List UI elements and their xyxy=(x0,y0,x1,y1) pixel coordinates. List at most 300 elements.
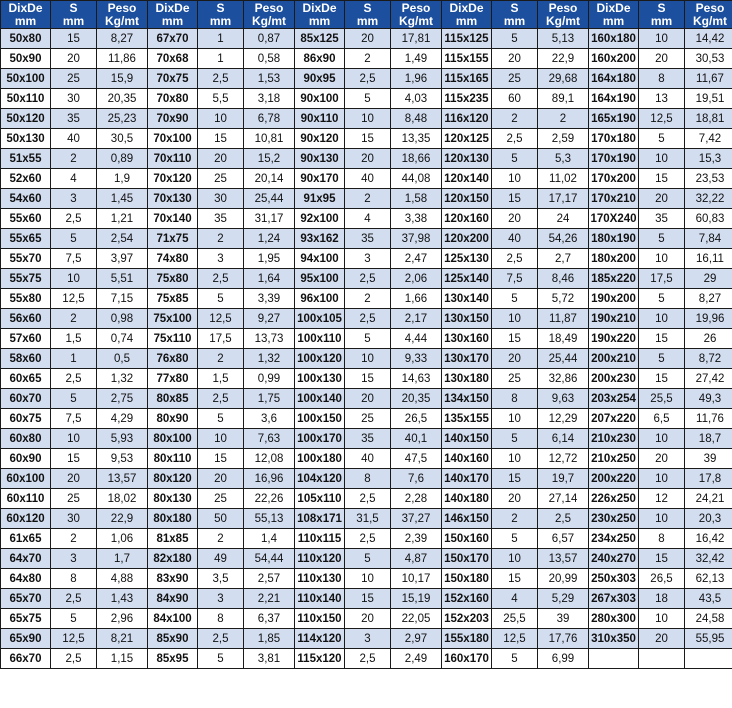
dixde-cell: 60x110 xyxy=(1,489,51,509)
table-row xyxy=(1,589,732,609)
weight-cell: 1,24 xyxy=(244,229,295,249)
weight-cell: 3,39 xyxy=(244,289,295,309)
weight-cell: 62,13 xyxy=(685,569,732,589)
weight-cell: 15,3 xyxy=(685,149,732,169)
weight-cell: 4,87 xyxy=(391,549,442,569)
weight-cell: 2,7 xyxy=(538,249,589,269)
weight-cell: 4,03 xyxy=(391,89,442,109)
dixde-cell: 81x85 xyxy=(148,529,198,549)
thickness-cell: 20 xyxy=(639,189,685,209)
dixde-cell: 80x90 xyxy=(148,409,198,429)
dixde-header-unit: mm xyxy=(602,13,625,28)
thickness-cell: 15 xyxy=(51,29,97,49)
weight-cell: 2,47 xyxy=(391,249,442,269)
thickness-cell: 25 xyxy=(51,69,97,89)
dixde-cell: 110x115 xyxy=(295,529,345,549)
dixde-cell: 90x120 xyxy=(295,129,345,149)
thickness-cell: 3 xyxy=(198,589,244,609)
dixde-cell: 85x125 xyxy=(295,29,345,49)
dixde-cell: 100x120 xyxy=(295,349,345,369)
thickness-cell: 26,5 xyxy=(639,569,685,589)
weight-cell: 8,72 xyxy=(685,349,732,369)
dixde-cell: 125x130 xyxy=(442,249,492,269)
thickness-cell: 20 xyxy=(639,629,685,649)
table-row xyxy=(1,449,732,469)
thickness-cell: 30 xyxy=(51,509,97,529)
dixde-cell: 84x90 xyxy=(148,589,198,609)
dixde-cell: 51x55 xyxy=(1,149,51,169)
thickness-cell: 10 xyxy=(492,549,538,569)
thickness-cell: 2 xyxy=(198,529,244,549)
thickness-cell: 31,5 xyxy=(345,509,391,529)
weight-cell: 1,4 xyxy=(244,529,295,549)
dixde-cell: 155x180 xyxy=(442,629,492,649)
thickness-cell: 4 xyxy=(51,169,97,189)
dixde-cell: 234x250 xyxy=(589,529,639,549)
weight-cell: 6,37 xyxy=(244,609,295,629)
dixde-cell: 170x190 xyxy=(589,149,639,169)
dixde-cell: 74x80 xyxy=(148,249,198,269)
weight-cell: 26 xyxy=(685,329,732,349)
weight-cell: 25,44 xyxy=(538,349,589,369)
weight-cell: 2,75 xyxy=(97,389,148,409)
thickness-cell: 10 xyxy=(492,449,538,469)
dixde-header xyxy=(295,1,345,29)
weight-cell: 2,17 xyxy=(391,309,442,329)
weight-cell: 8,21 xyxy=(97,629,148,649)
thickness-cell: 2,5 xyxy=(345,529,391,549)
weight-cell: 29,68 xyxy=(538,69,589,89)
weight-cell: 9,53 xyxy=(97,449,148,469)
weight-cell: 13,35 xyxy=(391,129,442,149)
weight-cell: 19,51 xyxy=(685,89,732,109)
dixde-cell: 50x100 xyxy=(1,69,51,89)
thickness-cell: 10 xyxy=(639,149,685,169)
weight-cell: 11,02 xyxy=(538,169,589,189)
thickness-cell: 5 xyxy=(639,229,685,249)
weight-cell: 5,3 xyxy=(538,149,589,169)
weight-cell: 1,9 xyxy=(97,169,148,189)
thickness-cell: 5 xyxy=(492,649,538,669)
dixde-cell xyxy=(589,649,639,669)
thickness-cell: 10 xyxy=(51,269,97,289)
thickness-cell: 3 xyxy=(51,549,97,569)
thickness-cell: 35 xyxy=(345,429,391,449)
dixde-cell: 170X240 xyxy=(589,209,639,229)
table-row xyxy=(1,149,732,169)
dixde-cell: 76x80 xyxy=(148,349,198,369)
thickness-cell: 10 xyxy=(198,109,244,129)
dixde-cell: 114x120 xyxy=(295,629,345,649)
dixde-cell: 84x100 xyxy=(148,609,198,629)
thickness-cell: 2,5 xyxy=(345,649,391,669)
thickness-cell: 10 xyxy=(639,309,685,329)
dixde-cell: 140x160 xyxy=(442,449,492,469)
thickness-cell: 12,5 xyxy=(51,289,97,309)
dixde-cell: 125x140 xyxy=(442,269,492,289)
thickness-header xyxy=(492,1,538,29)
dixde-header-label: DixDe xyxy=(8,0,43,15)
weight-cell: 11,87 xyxy=(538,309,589,329)
thickness-cell: 8 xyxy=(639,69,685,89)
dixde-cell: 226x250 xyxy=(589,489,639,509)
dixde-cell: 190x220 xyxy=(589,329,639,349)
dixde-cell: 66x70 xyxy=(1,649,51,669)
dixde-cell: 100x130 xyxy=(295,369,345,389)
thickness-cell: 20 xyxy=(639,449,685,469)
dixde-cell: 70x90 xyxy=(148,109,198,129)
table-row xyxy=(1,569,732,589)
weight-cell: 2,96 xyxy=(97,609,148,629)
dixde-cell: 100x170 xyxy=(295,429,345,449)
thickness-cell: 25 xyxy=(198,489,244,509)
dixde-cell: 200x230 xyxy=(589,369,639,389)
dixde-cell: 82x180 xyxy=(148,549,198,569)
thickness-cell: 1 xyxy=(198,29,244,49)
thickness-cell: 10 xyxy=(639,609,685,629)
dixde-cell: 240x270 xyxy=(589,549,639,569)
weight-cell: 23,53 xyxy=(685,169,732,189)
weight-cell: 9,33 xyxy=(391,349,442,369)
thickness-cell: 20 xyxy=(345,389,391,409)
dixde-header-label: DixDe xyxy=(449,0,484,15)
dixde-cell: 120x140 xyxy=(442,169,492,189)
weight-cell: 17,8 xyxy=(685,469,732,489)
dixde-cell: 130x160 xyxy=(442,329,492,349)
thickness-cell: 20 xyxy=(492,209,538,229)
thickness-cell: 5 xyxy=(345,89,391,109)
thickness-cell: 35 xyxy=(639,209,685,229)
thickness-cell: 8 xyxy=(345,469,391,489)
table-row xyxy=(1,209,732,229)
thickness-cell: 8 xyxy=(198,609,244,629)
dixde-cell: 100x110 xyxy=(295,329,345,349)
weight-cell xyxy=(685,649,732,669)
table-row xyxy=(1,129,732,149)
dixde-cell: 267x303 xyxy=(589,589,639,609)
thickness-cell xyxy=(639,649,685,669)
weight-cell: 9,27 xyxy=(244,309,295,329)
dixde-header-unit: mm xyxy=(14,13,37,28)
dixde-cell: 65x90 xyxy=(1,629,51,649)
thickness-cell: 2,5 xyxy=(345,489,391,509)
thickness-cell: 5 xyxy=(492,149,538,169)
thickness-cell: 40 xyxy=(345,449,391,469)
weight-cell: 7,84 xyxy=(685,229,732,249)
thickness-cell: 10 xyxy=(639,429,685,449)
weight-header-label: Peso xyxy=(107,0,137,15)
thickness-cell: 8 xyxy=(492,389,538,409)
dixde-cell: 60x80 xyxy=(1,429,51,449)
dixde-cell: 93x162 xyxy=(295,229,345,249)
dixde-cell: 164x180 xyxy=(589,69,639,89)
weight-cell: 18,7 xyxy=(685,429,732,449)
table-row xyxy=(1,429,732,449)
dixde-cell: 170x210 xyxy=(589,189,639,209)
thickness-cell: 12,5 xyxy=(639,109,685,129)
weight-cell: 8,46 xyxy=(538,269,589,289)
thickness-cell: 5 xyxy=(345,329,391,349)
dixde-cell: 70x80 xyxy=(148,89,198,109)
thickness-cell: 12,5 xyxy=(198,309,244,329)
dixde-header xyxy=(1,1,51,29)
weight-cell: 19,96 xyxy=(685,309,732,329)
weight-cell: 16,42 xyxy=(685,529,732,549)
thickness-cell: 2,5 xyxy=(345,269,391,289)
table-row xyxy=(1,649,732,669)
weight-cell: 29 xyxy=(685,269,732,289)
thickness-cell: 10 xyxy=(492,309,538,329)
dixde-cell: 55x70 xyxy=(1,249,51,269)
thickness-cell: 15 xyxy=(639,549,685,569)
weight-cell: 7,6 xyxy=(391,469,442,489)
thickness-cell: 20 xyxy=(51,469,97,489)
weight-cell: 25,23 xyxy=(97,109,148,129)
weight-cell: 1,53 xyxy=(244,69,295,89)
thickness-cell: 2 xyxy=(492,509,538,529)
weight-cell: 55,13 xyxy=(244,509,295,529)
thickness-cell: 10 xyxy=(639,509,685,529)
thickness-cell: 8 xyxy=(639,529,685,549)
thickness-cell: 25,5 xyxy=(639,389,685,409)
weight-cell: 18,81 xyxy=(685,109,732,129)
thickness-cell: 1 xyxy=(51,349,97,369)
weight-header-label: Peso xyxy=(695,0,725,15)
dixde-cell: 77x80 xyxy=(148,369,198,389)
thickness-cell: 12,5 xyxy=(51,629,97,649)
thickness-cell: 1,5 xyxy=(51,329,97,349)
thickness-cell: 2 xyxy=(345,49,391,69)
dixde-cell: 95x100 xyxy=(295,269,345,289)
dixde-cell: 160x200 xyxy=(589,49,639,69)
thickness-cell: 2 xyxy=(51,529,97,549)
dixde-cell: 55x65 xyxy=(1,229,51,249)
table-row xyxy=(1,629,732,649)
dixde-cell: 50x120 xyxy=(1,109,51,129)
thickness-cell: 15 xyxy=(639,169,685,189)
dixde-cell: 250x303 xyxy=(589,569,639,589)
weight-cell: 0,89 xyxy=(97,149,148,169)
dixde-cell: 80x110 xyxy=(148,449,198,469)
thickness-cell: 2 xyxy=(198,229,244,249)
weight-cell: 27,14 xyxy=(538,489,589,509)
thickness-cell: 25 xyxy=(492,69,538,89)
dixde-header xyxy=(148,1,198,29)
thickness-cell: 25 xyxy=(345,409,391,429)
weight-cell: 1,58 xyxy=(391,189,442,209)
thickness-cell: 10 xyxy=(639,249,685,269)
thickness-cell: 20 xyxy=(345,149,391,169)
dixde-cell: 64x80 xyxy=(1,569,51,589)
dixde-cell: 60x70 xyxy=(1,389,51,409)
dixde-cell: 65x75 xyxy=(1,609,51,629)
table-row xyxy=(1,329,732,349)
thickness-cell: 15 xyxy=(345,589,391,609)
thickness-header-unit: mm xyxy=(356,13,379,28)
dixde-cell: 116x120 xyxy=(442,109,492,129)
weight-cell: 32,86 xyxy=(538,369,589,389)
thickness-cell: 40 xyxy=(492,229,538,249)
thickness-cell: 60 xyxy=(492,89,538,109)
thickness-cell: 5 xyxy=(492,529,538,549)
thickness-cell: 10 xyxy=(639,469,685,489)
dixde-header-label: DixDe xyxy=(596,0,631,15)
weight-cell: 89,1 xyxy=(538,89,589,109)
dixde-cell: 120x200 xyxy=(442,229,492,249)
thickness-cell: 17,5 xyxy=(198,329,244,349)
thickness-cell: 5 xyxy=(51,229,97,249)
table-row xyxy=(1,409,732,429)
weight-cell: 8,48 xyxy=(391,109,442,129)
thickness-cell: 3,5 xyxy=(198,569,244,589)
weight-cell: 47,5 xyxy=(391,449,442,469)
thickness-cell: 15 xyxy=(198,449,244,469)
thickness-header-label: S xyxy=(69,0,78,15)
table-body xyxy=(1,29,732,669)
weight-cell: 3,38 xyxy=(391,209,442,229)
thickness-cell: 2 xyxy=(492,109,538,129)
weight-cell: 13,57 xyxy=(97,469,148,489)
thickness-cell: 30 xyxy=(198,189,244,209)
weight-cell: 31,17 xyxy=(244,209,295,229)
dixde-cell: 90x95 xyxy=(295,69,345,89)
dixde-cell: 60x120 xyxy=(1,509,51,529)
dixde-cell: 55x80 xyxy=(1,289,51,309)
dixde-header xyxy=(589,1,639,29)
dixde-cell: 120x125 xyxy=(442,129,492,149)
thickness-cell: 15 xyxy=(492,469,538,489)
dixde-cell: 85x95 xyxy=(148,649,198,669)
dixde-cell: 230x250 xyxy=(589,509,639,529)
weight-cell: 2,57 xyxy=(244,569,295,589)
dixde-cell: 100x140 xyxy=(295,389,345,409)
weight-cell: 1,15 xyxy=(97,649,148,669)
weight-cell: 6,57 xyxy=(538,529,589,549)
thickness-cell: 7,5 xyxy=(51,249,97,269)
weight-cell: 5,93 xyxy=(97,429,148,449)
dixde-cell: 180x190 xyxy=(589,229,639,249)
dixde-cell: 210x230 xyxy=(589,429,639,449)
dixde-cell: 90x110 xyxy=(295,109,345,129)
weight-cell: 1,7 xyxy=(97,549,148,569)
weight-cell: 2 xyxy=(538,109,589,129)
thickness-header-label: S xyxy=(510,0,519,15)
weight-cell: 0,98 xyxy=(97,309,148,329)
dixde-cell: 80x130 xyxy=(148,489,198,509)
dixde-cell: 91x95 xyxy=(295,189,345,209)
dixde-cell: 70x130 xyxy=(148,189,198,209)
dixde-cell: 190x200 xyxy=(589,289,639,309)
dixde-cell: 55x60 xyxy=(1,209,51,229)
weight-cell: 4,44 xyxy=(391,329,442,349)
dixde-cell: 146x150 xyxy=(442,509,492,529)
dixde-cell: 115x120 xyxy=(295,649,345,669)
dixde-header-label: DixDe xyxy=(302,0,337,15)
dixde-cell: 110x120 xyxy=(295,549,345,569)
weight-cell: 5,29 xyxy=(538,589,589,609)
table-row xyxy=(1,309,732,329)
weight-cell: 7,15 xyxy=(97,289,148,309)
weight-cell: 20,99 xyxy=(538,569,589,589)
dixde-cell: 70x140 xyxy=(148,209,198,229)
weight-cell: 6,14 xyxy=(538,429,589,449)
weight-cell: 6,78 xyxy=(244,109,295,129)
weight-cell: 13,73 xyxy=(244,329,295,349)
thickness-cell: 20 xyxy=(639,49,685,69)
dixde-cell: 70x100 xyxy=(148,129,198,149)
weight-cell: 17,76 xyxy=(538,629,589,649)
thickness-cell: 49 xyxy=(198,549,244,569)
dixde-cell: 70x120 xyxy=(148,169,198,189)
table-row xyxy=(1,489,732,509)
dixde-cell: 54x60 xyxy=(1,189,51,209)
weight-cell: 15,9 xyxy=(97,69,148,89)
thickness-cell: 10 xyxy=(345,109,391,129)
dixde-cell: 71x75 xyxy=(148,229,198,249)
dixde-cell: 185x220 xyxy=(589,269,639,289)
weight-cell: 37,98 xyxy=(391,229,442,249)
thickness-cell: 2 xyxy=(51,309,97,329)
dixde-cell: 70x68 xyxy=(148,49,198,69)
weight-cell: 3,6 xyxy=(244,409,295,429)
dixde-cell: 75x110 xyxy=(148,329,198,349)
weight-cell: 11,76 xyxy=(685,409,732,429)
thickness-cell: 2,5 xyxy=(198,69,244,89)
weight-cell: 2,5 xyxy=(538,509,589,529)
weight-cell: 8,27 xyxy=(97,29,148,49)
weight-cell: 20,14 xyxy=(244,169,295,189)
weight-cell: 16,96 xyxy=(244,469,295,489)
weight-cell: 11,67 xyxy=(685,69,732,89)
weight-cell: 0,99 xyxy=(244,369,295,389)
weight-cell: 15,2 xyxy=(244,149,295,169)
thickness-cell: 10 xyxy=(492,169,538,189)
thickness-cell: 35 xyxy=(345,229,391,249)
thickness-header xyxy=(51,1,97,29)
weight-cell: 18,49 xyxy=(538,329,589,349)
table-row xyxy=(1,229,732,249)
thickness-cell: 4 xyxy=(492,589,538,609)
weight-cell: 25,44 xyxy=(244,189,295,209)
thickness-cell: 20 xyxy=(492,49,538,69)
thickness-cell: 2,5 xyxy=(51,369,97,389)
table-row xyxy=(1,369,732,389)
thickness-cell: 2 xyxy=(51,149,97,169)
dixde-cell: 140x170 xyxy=(442,469,492,489)
thickness-header-label: S xyxy=(363,0,372,15)
thickness-cell: 15 xyxy=(492,329,538,349)
dixde-cell: 70x110 xyxy=(148,149,198,169)
thickness-cell: 15 xyxy=(345,129,391,149)
weight-cell: 54,44 xyxy=(244,549,295,569)
thickness-cell: 7,5 xyxy=(492,269,538,289)
table-header xyxy=(1,1,732,29)
dixde-cell: 60x75 xyxy=(1,409,51,429)
dixde-cell: 115x235 xyxy=(442,89,492,109)
thickness-cell: 5 xyxy=(198,409,244,429)
weight-cell: 20,3 xyxy=(685,509,732,529)
dixde-cell: 170x200 xyxy=(589,169,639,189)
dixde-cell: 92x100 xyxy=(295,209,345,229)
weight-cell: 0,5 xyxy=(97,349,148,369)
thickness-cell: 12 xyxy=(639,489,685,509)
weight-cell: 13,57 xyxy=(538,549,589,569)
weight-cell: 1,06 xyxy=(97,529,148,549)
thickness-cell: 5 xyxy=(639,349,685,369)
dixde-cell: 104x120 xyxy=(295,469,345,489)
weight-cell: 3,97 xyxy=(97,249,148,269)
weight-cell: 55,95 xyxy=(685,629,732,649)
